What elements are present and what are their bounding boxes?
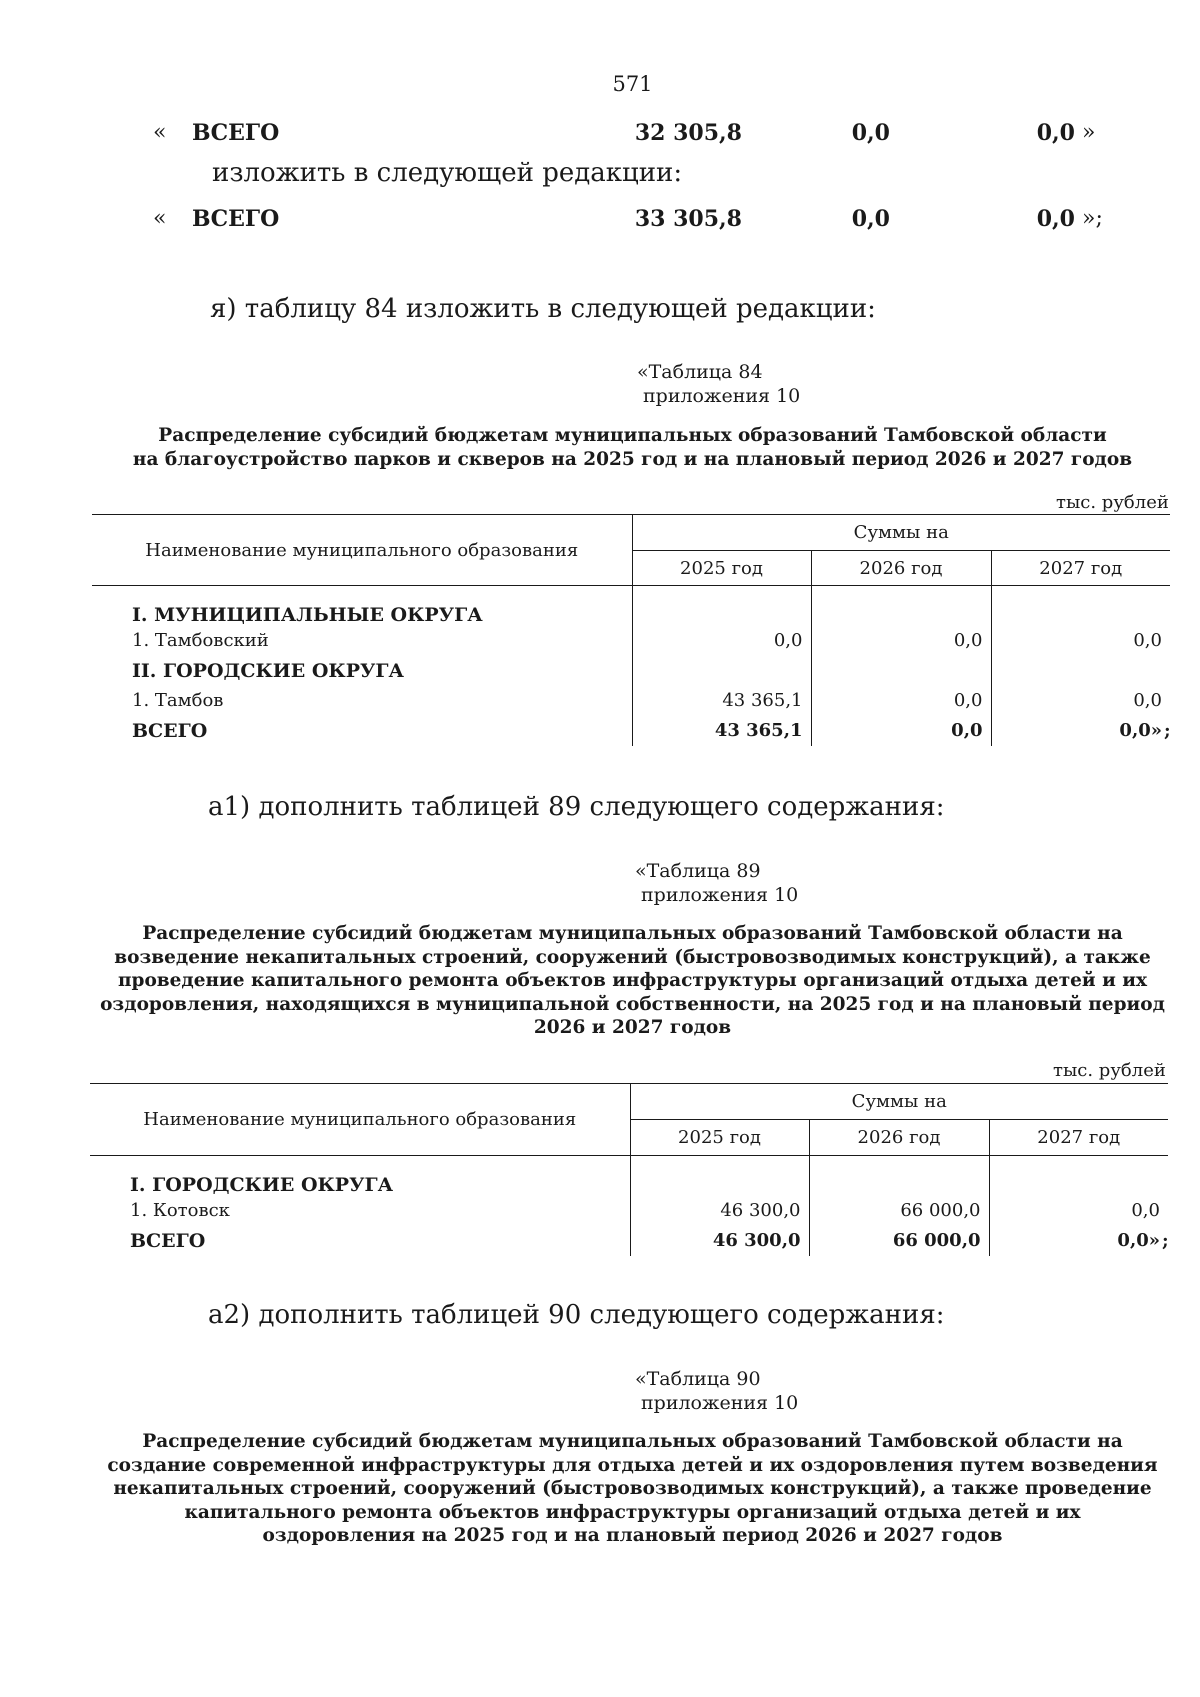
total-2025: 43 365,1 [632,716,811,746]
header-2027: 2027 год [989,1120,1168,1156]
total-value-2027: 0,0 [1036,120,1075,146]
header-name-col: Наименование муниципального образования [92,515,632,586]
value-2025: 0,0 [632,626,811,656]
title-line: Распределение субсидий бюджетам муниципальных образований Тамбовской области [158,425,1107,446]
header-2026: 2026 год [809,1120,989,1156]
table-row [92,686,1170,716]
total-2026: 66 000,0 [809,1226,989,1256]
paragraph-a2: а2) дополнить таблицей 90 следующего содержания: [208,1300,945,1330]
header-2026: 2026 год [811,551,991,586]
total-label: ВСЕГО [132,719,208,742]
title-line: создание современной инфраструктуры для отдыха детей и их оздоровления путем возведения [107,1454,1158,1476]
paragraph-ya: я) таблицу 84 изложить в следующей редакции: [210,294,876,324]
total-label: ВСЕГО [130,1229,206,1252]
title-line: возведение некапитальных строений, сооружений (быстровозводимых конструкций), а также [114,946,1151,968]
total-value-2027: 0,0 [1036,206,1075,232]
value-2026: 0,0 [811,626,991,656]
table84-appendix: приложения 10 [643,385,801,407]
title-line: 2026 и 2027 годов [533,1017,732,1038]
total-row [90,1226,1168,1256]
header-name-col: Наименование муниципального образования [90,1084,630,1156]
title-line: проведение капитального ремонта объектов инфраструктуры организаций отдыха детей и их [117,970,1148,991]
table84-title [0,424,1200,471]
table89-units: тыс. рублей [1053,1060,1166,1081]
total-row [92,716,1170,746]
total-value-2025: 33 305,8 [634,206,742,232]
header-2027: 2027 год [991,551,1170,586]
total-2025: 46 300,0 [630,1226,809,1256]
section-city-districts: II. ГОРОДСКИЕ ОКРУГА [132,659,404,682]
row-name: 1. Тамбовский [132,630,269,651]
table90-appendix: приложения 10 [641,1392,799,1414]
table89-appendix: приложения 10 [641,884,799,906]
value-2027: 0,0 [991,626,1170,656]
title-line: Распределение субсидий бюджетам муниципальных образований Тамбовской области на [142,923,1123,944]
table90-title [0,1430,1200,1548]
total-value-2026: 0,0 [851,206,890,232]
value-2026: 66 000,0 [809,1196,989,1226]
page-number: 571 [612,72,653,96]
title-line: оздоровления на 2025 год и на плановый период 2026 и 2027 годов [262,1525,1003,1546]
value-2025: 46 300,0 [630,1196,809,1226]
title-line: Распределение субсидий бюджетам муниципальных образований Тамбовской области на [142,1431,1123,1452]
header-2025: 2025 год [630,1120,809,1156]
table-row [90,1196,1168,1226]
header-2025: 2025 год [632,551,811,586]
value-2025: 43 365,1 [632,686,811,716]
table89-caption: «Таблица 89 [635,860,761,882]
open-quote: « [153,206,167,231]
table89-title [0,922,1200,1040]
total-2027: 0,0» [1119,720,1162,741]
title-line: оздоровления, находящихся в муниципальной собственности, на 2025 год и на плановый период [100,993,1165,1015]
section-municipal-districts: I. МУНИЦИПАЛЬНЫЕ ОКРУГА [132,603,483,626]
header-sums: Суммы на [632,515,1170,551]
trailing-semicolon: ; [1164,720,1171,741]
title-line: на благоустройство парков и скверов на 2025 год и на плановый период 2026 и 2027 годов [132,448,1133,470]
table-89 [90,1083,1168,1256]
total-label: ВСЕГО [192,206,280,232]
row-name: 1. Тамбов [132,690,224,711]
close-quote: » [1082,120,1096,145]
total-value-2025: 32 305,8 [634,120,742,146]
section-city-districts: I. ГОРОДСКИЕ ОКРУГА [130,1173,394,1196]
table90-caption: «Таблица 90 [635,1368,761,1390]
total-line-new [0,206,1200,234]
value-2026: 0,0 [811,686,991,716]
open-quote: « [153,120,167,145]
title-line: некапитальных строений, сооружений (быстровозводимых конструкций), а также проведение [113,1478,1152,1499]
table84-units: тыс. рублей [1056,492,1169,513]
header-sums: Суммы на [630,1084,1168,1120]
total-value-2026: 0,0 [851,120,890,146]
value-2027: 0,0 [991,686,1170,716]
total-2027: 0,0» [1117,1230,1160,1251]
value-2027: 0,0 [989,1196,1168,1226]
title-line: капитального ремонта объектов инфраструктуры организаций отдыха детей и их [184,1501,1081,1523]
intro-line: изложить в следующей редакции: [212,158,683,188]
table-84 [92,514,1170,746]
trailing-semicolon: ; [1162,1230,1169,1251]
paragraph-a1: а1) дополнить таблицей 89 следующего содержания: [208,792,945,822]
close-quote: »; [1082,206,1103,231]
total-label: ВСЕГО [192,120,280,146]
row-name: 1. Котовск [130,1200,230,1221]
total-2026: 0,0 [811,716,991,746]
table-row [92,626,1170,656]
table84-caption: «Таблица 84 [637,361,763,383]
total-line-old [0,120,1200,148]
